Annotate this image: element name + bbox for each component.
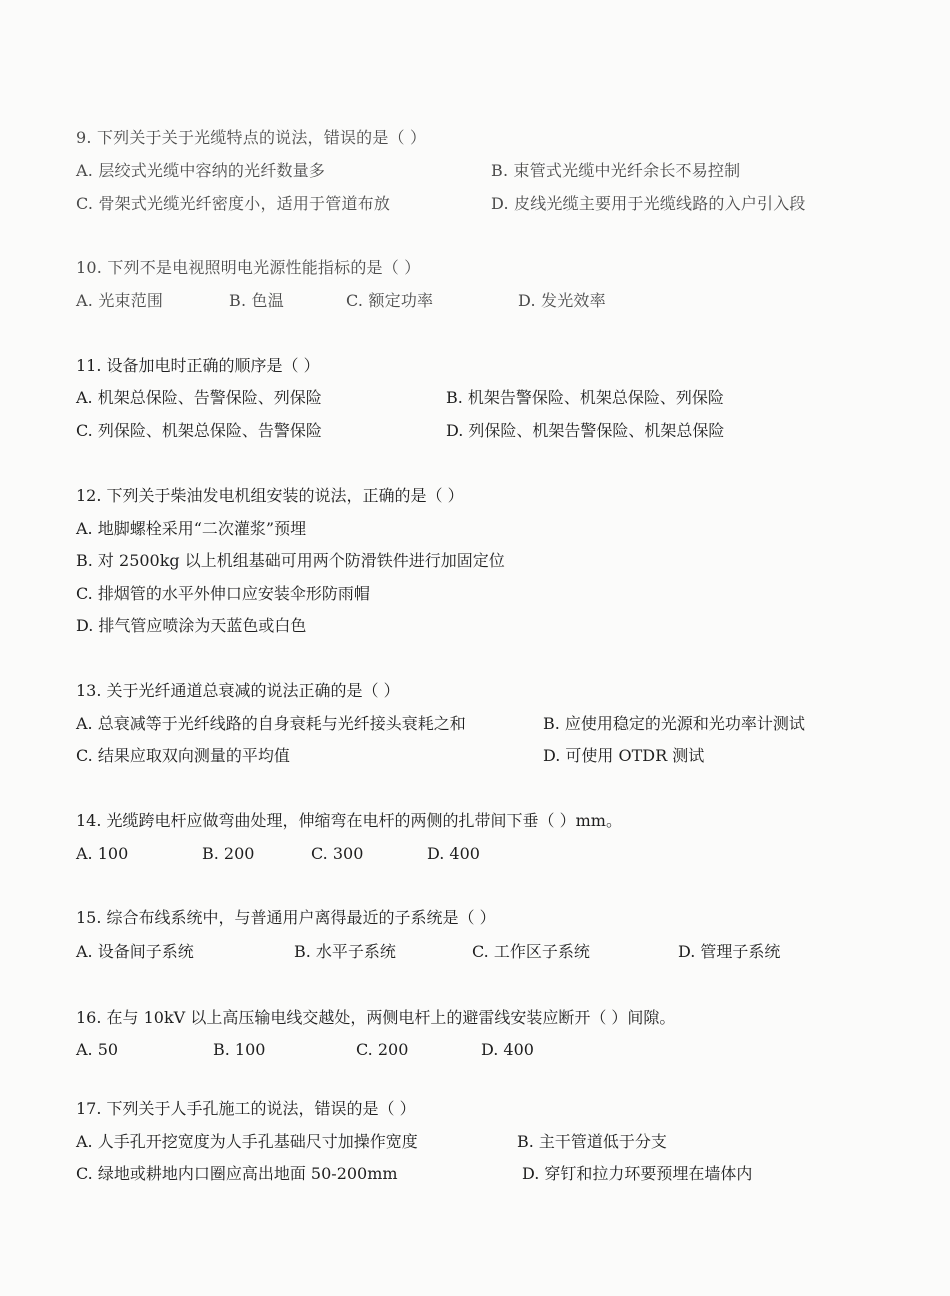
option-c: C. 列保险、机架总保险、告警保险 bbox=[76, 421, 322, 440]
option-c: C. 结果应取双向测量的平均值 bbox=[76, 746, 290, 765]
option-a: A. 层绞式光缆中容纳的光纤数量多 bbox=[76, 161, 326, 180]
option-a: A. 总衰减等于光纤线路的自身衰耗与光纤接头衰耗之和 bbox=[76, 714, 466, 733]
option-d: D. 列保险、机架告警保险、机架总保险 bbox=[446, 421, 725, 440]
option-b: B. 200 bbox=[202, 844, 255, 863]
option-a: A. 100 bbox=[76, 844, 129, 863]
option-a: A. 机架总保险、告警保险、列保险 bbox=[76, 388, 322, 407]
option-b: B. 束管式光缆中光纤余长不易控制 bbox=[491, 161, 741, 180]
question-stem: 9. 下列关于关于光缆特点的说法，错误的是（ ） bbox=[76, 128, 427, 147]
question-stem: 10. 下列不是电视照明电光源性能指标的是（ ） bbox=[76, 258, 421, 277]
question-stem: 12. 下列关于柴油发电机组安装的说法，正确的是（ ） bbox=[76, 486, 464, 505]
option-b: B. 100 bbox=[213, 1040, 266, 1059]
option-d: D. 400 bbox=[481, 1040, 534, 1059]
option-d: D. 发光效率 bbox=[518, 291, 606, 310]
option-c: C. 绿地或耕地内口圈应高出地面 50-200mm bbox=[76, 1164, 398, 1183]
option-d: D. 穿钉和拉力环要预埋在墙体内 bbox=[522, 1164, 753, 1183]
option-b: B. 色温 bbox=[229, 291, 284, 310]
option-d: D. 排气管应喷涂为天蓝色或白色 bbox=[76, 616, 307, 635]
option-a: A. 人手孔开挖宽度为人手孔基础尺寸加操作宽度 bbox=[76, 1132, 418, 1151]
question-stem: 17. 下列关于人手孔施工的说法，错误的是（ ） bbox=[76, 1099, 416, 1118]
question-stem: 15. 综合布线系统中，与普通用户离得最近的子系统是（ ） bbox=[76, 908, 496, 927]
option-d: D. 可使用 OTDR 测试 bbox=[543, 746, 705, 765]
option-a: A. 地脚螺栓采用“二次灌浆”预埋 bbox=[76, 519, 307, 538]
option-b: B. 主干管道低于分支 bbox=[517, 1132, 667, 1151]
option-b: B. 对 2500kg 以上机组基础可用两个防滑铁件进行加固定位 bbox=[76, 551, 505, 570]
question-stem: 13. 关于光纤通道总衰减的说法正确的是（ ） bbox=[76, 681, 400, 700]
option-c: C. 额定功率 bbox=[346, 291, 434, 310]
option-d: D. 管理子系统 bbox=[678, 942, 781, 961]
option-d: D. 400 bbox=[427, 844, 480, 863]
option-d: D. 皮线光缆主要用于光缆线路的入户引入段 bbox=[491, 194, 806, 213]
question-stem: 14. 光缆跨电杆应做弯曲处理，伸缩弯在电杆的两侧的扎带间下垂（ ）mm。 bbox=[76, 811, 622, 830]
option-a: A. 光束范围 bbox=[76, 291, 164, 310]
option-c: C. 300 bbox=[311, 844, 364, 863]
option-b: B. 机架告警保险、机架总保险、列保险 bbox=[446, 388, 724, 407]
option-c: C. 排烟管的水平外伸口应安装伞形防雨帽 bbox=[76, 584, 370, 603]
option-b: B. 水平子系统 bbox=[294, 942, 396, 961]
question-stem: 16. 在与 10kV 以上高压输电线交越处，两侧电杆上的避雷线安装应断开（ ）间隙。 bbox=[76, 1008, 676, 1027]
option-c: C. 骨架式光缆光纤密度小，适用于管道布放 bbox=[76, 194, 391, 213]
option-a: A. 50 bbox=[76, 1040, 119, 1059]
option-a: A. 设备间子系统 bbox=[76, 942, 194, 961]
option-c: C. 工作区子系统 bbox=[472, 942, 590, 961]
option-c: C. 200 bbox=[356, 1040, 409, 1059]
option-b: B. 应使用稳定的光源和光功率计测试 bbox=[543, 714, 805, 733]
question-stem: 11. 设备加电时正确的顺序是（ ） bbox=[76, 356, 320, 375]
